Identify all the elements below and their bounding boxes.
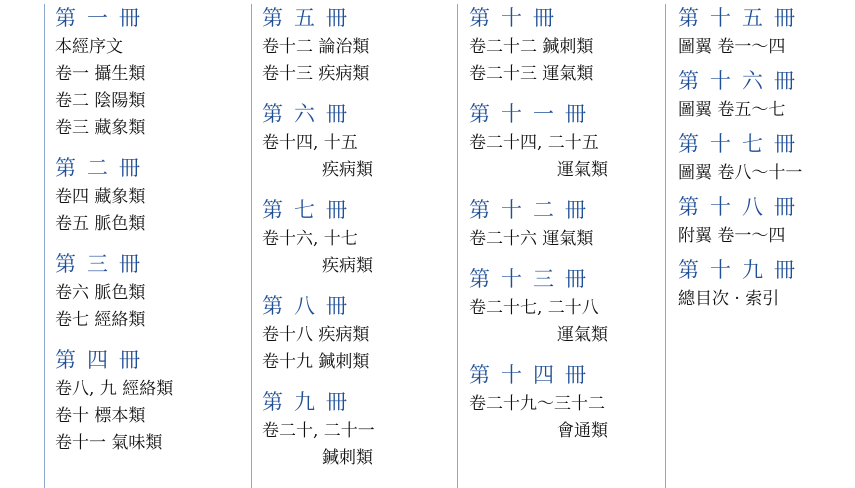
chapter-entry: 卷二 陰陽類 <box>55 91 146 111</box>
volume-title: 第一冊 <box>55 6 151 30</box>
volume-title: 第八冊 <box>262 294 358 318</box>
volume-title: 第十四冊 <box>469 363 597 387</box>
chapter-entry: 卷三 藏象類 <box>55 118 146 138</box>
chapter-entry: 卷十一 氣味類 <box>55 433 163 453</box>
column-4 <box>678 4 806 319</box>
column-1 <box>55 4 173 469</box>
column-2 <box>262 4 375 484</box>
volume-17 <box>678 130 806 187</box>
volume-title: 第十二冊 <box>469 198 597 222</box>
volume-11 <box>469 100 608 184</box>
chapter-entry: 卷二十四, 二十五 <box>469 133 599 153</box>
volume-title: 第五冊 <box>262 6 358 30</box>
volume-title: 第十一冊 <box>469 102 597 126</box>
volume-title: 第十三冊 <box>469 267 597 291</box>
chapter-entry: 卷十 標本類 <box>55 406 146 426</box>
chapter-entry: 卷四 藏象類 <box>55 187 146 207</box>
volume-2 <box>55 154 173 238</box>
volume-1 <box>55 4 173 142</box>
chapter-entry: 卷六 脈色類 <box>55 283 146 303</box>
volume-18 <box>678 193 806 250</box>
volume-title: 第十八冊 <box>678 195 806 219</box>
volume-title: 第六冊 <box>262 102 358 126</box>
chapter-category: 會通類 <box>557 421 608 441</box>
chapter-category: 疾病類 <box>322 256 373 276</box>
chapter-entry: 本經序文 <box>55 37 123 57</box>
volume-5 <box>262 4 375 88</box>
chapter-entry: 卷八, 九 經絡類 <box>55 379 174 399</box>
volume-7 <box>262 196 375 280</box>
chapter-category: 運氣類 <box>557 160 608 180</box>
chapter-entry: 卷十三 疾病類 <box>262 64 370 84</box>
volume-9 <box>262 388 375 472</box>
chapter-category: 疾病類 <box>322 160 373 180</box>
chapter-entry: 卷一 攝生類 <box>55 64 146 84</box>
volume-10 <box>469 4 608 88</box>
volume-12 <box>469 196 608 253</box>
volume-title: 第二冊 <box>55 156 151 180</box>
chapter-entry: 圖翼 卷五～七 <box>678 100 786 120</box>
chapter-entry: 卷二十七, 二十八 <box>469 298 599 318</box>
volume-title: 第四冊 <box>55 348 151 372</box>
volume-6 <box>262 100 375 184</box>
volume-title: 第九冊 <box>262 390 358 414</box>
chapter-entry: 卷二十, 二十一 <box>262 421 375 441</box>
chapter-entry: 卷十六, 十七 <box>262 229 358 249</box>
chapter-entry: 卷二十九～三十二 <box>469 394 605 414</box>
volume-8 <box>262 292 375 376</box>
volume-title: 第七冊 <box>262 198 358 222</box>
chapter-entry: 卷十二 論治類 <box>262 37 370 57</box>
chapter-entry: 卷七 經絡類 <box>55 310 146 330</box>
volume-16 <box>678 67 806 124</box>
chapter-entry: 卷十四, 十五 <box>262 133 358 153</box>
chapter-entry: 附翼 卷一～四 <box>678 226 786 246</box>
chapter-entry: 卷二十三 運氣類 <box>469 64 594 84</box>
column-divider <box>665 4 666 488</box>
column-divider <box>44 4 45 488</box>
column-divider <box>251 4 252 488</box>
volume-title: 第十九冊 <box>678 258 806 282</box>
chapter-category: 鍼刺類 <box>322 448 373 468</box>
volume-14 <box>469 361 608 445</box>
column-divider <box>457 4 458 488</box>
volume-title: 第十七冊 <box>678 132 806 156</box>
column-3 <box>469 4 608 457</box>
chapter-entry: 卷二十六 運氣類 <box>469 229 594 249</box>
volume-title: 第十六冊 <box>678 69 806 93</box>
chapter-category: 運氣類 <box>557 325 608 345</box>
volume-3 <box>55 250 173 334</box>
volume-title: 第三冊 <box>55 252 151 276</box>
chapter-entry: 圖翼 卷八～十一 <box>678 163 803 183</box>
chapter-entry: 卷五 脈色類 <box>55 214 146 234</box>
volume-title: 第十五冊 <box>678 6 806 30</box>
volume-19 <box>678 256 806 313</box>
chapter-entry: 卷十八 疾病類 <box>262 325 370 345</box>
chapter-entry: 總目次 · 索引 <box>678 289 780 309</box>
volume-15 <box>678 4 806 61</box>
chapter-entry: 卷二十二 鍼刺類 <box>469 37 594 57</box>
chapter-entry: 圖翼 卷一～四 <box>678 37 786 57</box>
volume-4 <box>55 346 173 457</box>
chapter-entry: 卷十九 鍼刺類 <box>262 352 370 372</box>
volume-title: 第十冊 <box>469 6 565 30</box>
volume-13 <box>469 265 608 349</box>
